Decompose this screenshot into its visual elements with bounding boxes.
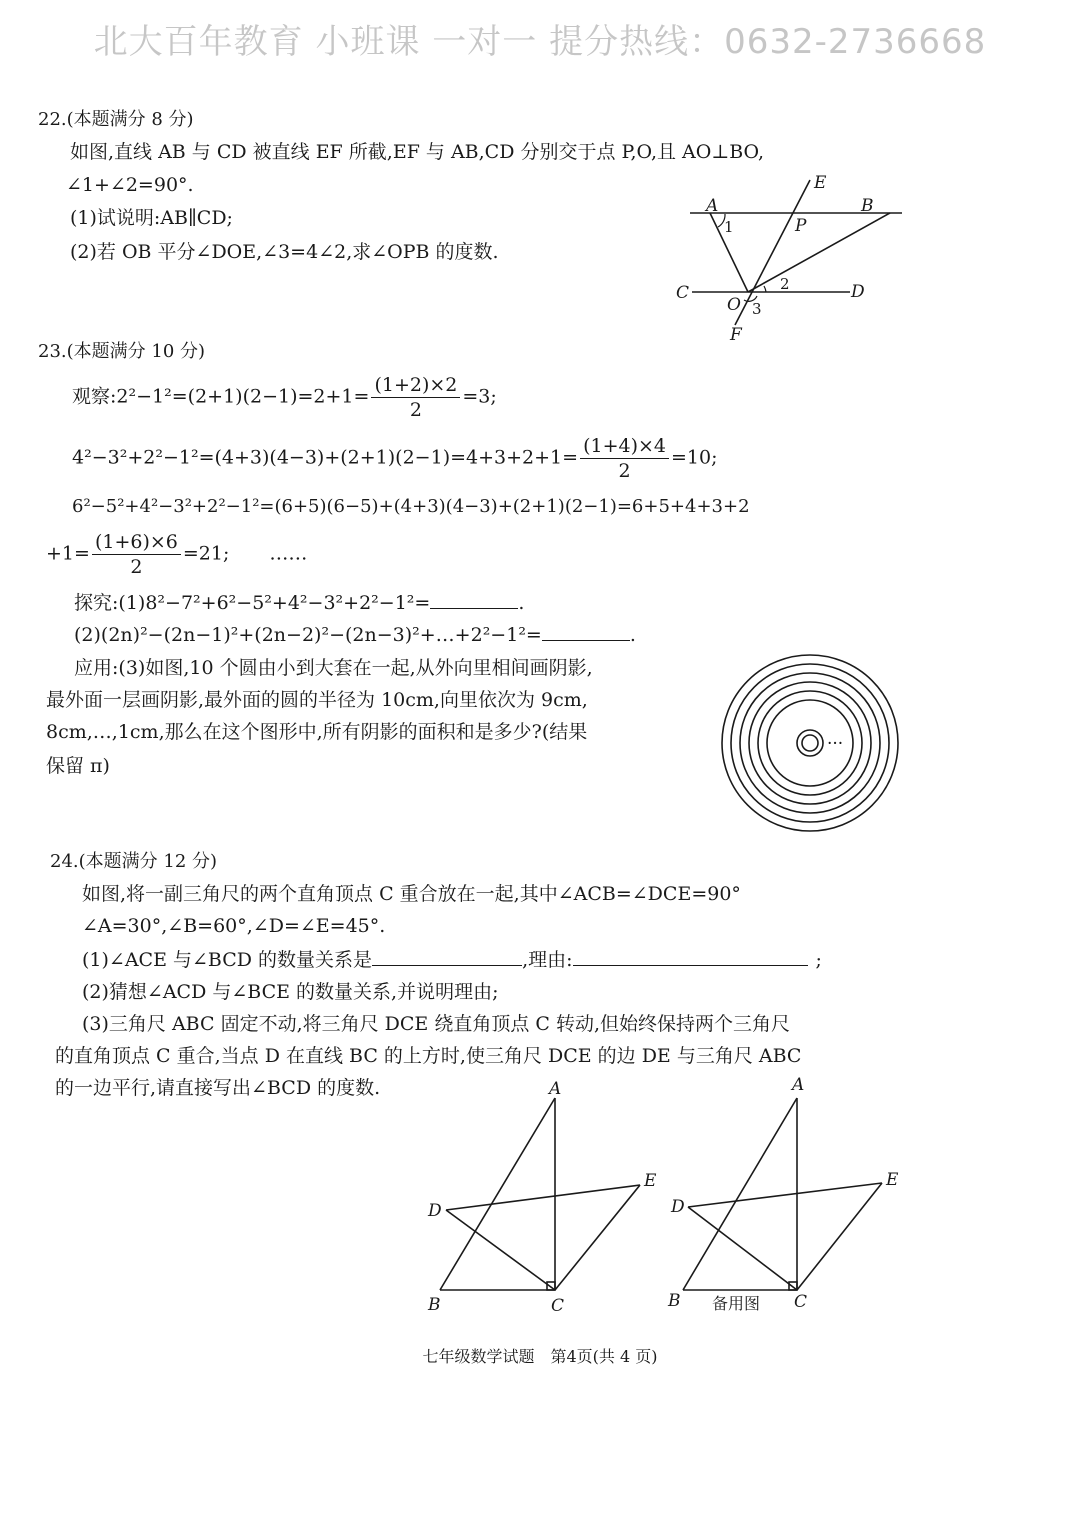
fig1-label-b: B <box>428 1295 441 1315</box>
fig2-label-c: C <box>794 1292 808 1312</box>
line-ef <box>735 180 810 325</box>
q22-figure <box>670 170 910 350</box>
q23-app4: 保留 π) <box>46 755 110 777</box>
obs4-left: +1= <box>46 542 90 565</box>
side-ab <box>683 1098 797 1290</box>
explore1-text: 探究:(1)8²−7²+6²−5²+4²−3²+2²−1²= <box>74 592 431 614</box>
circle-dots: ··· <box>827 734 844 754</box>
side-ab <box>440 1098 555 1290</box>
obs4-fraction <box>92 530 181 579</box>
q22-line2: ∠1+∠2=90°. <box>66 174 194 196</box>
side-dc <box>446 1210 555 1290</box>
label-d: D <box>851 282 865 302</box>
q23-app1: 应用:(3)如图,10 个圆由小到大套在一起,从外向里相间画阴影, <box>74 657 593 679</box>
label-f: F <box>730 325 742 345</box>
explore1-period: . <box>518 592 525 614</box>
obs1-denominator: 2 <box>409 399 422 421</box>
part1-reason-blank[interactable] <box>573 947 808 966</box>
explore2-text: (2)(2n)²−(2n−1)²+(2n−2)²−(2n−3)²+…+2²−1²= <box>74 624 542 646</box>
fig2-label-b: B <box>668 1291 681 1311</box>
obs4-numerator: (1+6)×6 <box>92 530 181 555</box>
q23-app2: 最外面一层画阴影,最外面的圆的半径为 10cm,向里依次为 9cm, <box>46 689 588 711</box>
fig1-label-e: E <box>644 1171 657 1191</box>
q24-part3-line2: 的直角顶点 C 重合,当点 D 在直线 BC 的上方时,使三角尺 DCE 的边 DE 与三角尺 ABC <box>55 1045 802 1067</box>
q24-figure-main <box>420 1075 665 1325</box>
obs2-fraction <box>580 434 669 483</box>
label-angle-3: 3 <box>752 300 762 318</box>
q23-header: 23.(本题满分 10 分) <box>38 341 206 362</box>
side-de <box>688 1183 882 1207</box>
watermark: 北大百年教育 小班课 一对一 提分热线：0632-2736668 <box>93 22 987 62</box>
q23-obs4 <box>46 530 307 579</box>
angle-2-arc <box>764 286 766 292</box>
label-a: A <box>706 196 719 216</box>
label-b: B <box>861 196 874 216</box>
part1-relation-blank[interactable] <box>372 947 522 966</box>
q24-part3-line1: (3)三角尺 ABC 固定不动,将三角尺 DCE 绕直角顶点 C 转动,但始终保持两个三角尺 <box>82 1013 790 1035</box>
concentric-circles-figure <box>715 650 905 840</box>
side-dc <box>688 1207 797 1290</box>
obs4-right: =21; <box>182 542 230 565</box>
q23-explore1 <box>74 590 524 615</box>
q23-obs1 <box>72 373 497 422</box>
page-footer: 七年级数学试题 第4页(共 4 页) <box>422 1347 658 1366</box>
fig2-label-d: D <box>671 1197 685 1217</box>
q22-line1: 如图,直线 AB 与 CD 被直线 EF 所截,EF 与 AB,CD 分别交于点 P,O,且 AO⊥BO, <box>70 141 765 163</box>
q24-line1: 如图,将一副三角尺的两个直角顶点 C 重合放在一起,其中∠ACB=∠DCE=90° <box>82 883 741 905</box>
label-angle-2: 2 <box>780 275 790 293</box>
label-o: O <box>727 295 741 315</box>
circle-r2 <box>797 730 823 756</box>
q24-part1 <box>82 947 822 972</box>
q24-part2: (2)猜想∠ACD 与∠BCE 的数量关系,并说明理由; <box>82 981 499 1003</box>
circle-r6 <box>758 691 862 795</box>
fig1-label-c: C <box>551 1296 565 1316</box>
obs4-denominator: 2 <box>130 556 143 578</box>
label-e: E <box>814 173 827 193</box>
part1-reason-label: ,理由: <box>522 949 573 971</box>
q23-app3: 8cm,…,1cm,那么在这个图形中,所有阴影的面积和是多少?(结果 <box>46 721 588 743</box>
part1-text: (1)∠ACE 与∠BCD 的数量关系是 <box>82 949 373 971</box>
obs1-numerator: (1+2)×2 <box>371 373 460 398</box>
q24-header: 24.(本题满分 12 分) <box>50 851 218 872</box>
side-ec <box>555 1185 640 1290</box>
q24-line2: ∠A=30°,∠B=60°,∠D=∠E=45°. <box>82 915 386 937</box>
q23-obs3: 6²−5²+4²−3²+2²−1²=(6+5)(6−5)+(4+3)(4−3)+(2+1)(2−1)=6+5+4+3+2 <box>72 496 750 517</box>
q24-part3-line3: 的一边平行,请直接写出∠BCD 的度数. <box>55 1077 381 1099</box>
circle-r8 <box>740 673 880 813</box>
obs2-denominator: 2 <box>618 460 631 482</box>
explore2-period: . <box>629 624 636 646</box>
label-p: P <box>795 216 807 236</box>
circle-r9 <box>731 664 889 822</box>
label-angle-1: 1 <box>724 218 734 236</box>
obs1-right: =3; <box>462 385 497 408</box>
part1-semicolon: ; <box>815 949 822 971</box>
label-c: C <box>676 283 690 303</box>
obs2-right: =10; <box>671 446 718 469</box>
explore1-blank[interactable] <box>430 590 518 609</box>
segment-bo <box>748 213 890 292</box>
obs2-left: 4²−3²+2²−1²=(4+3)(4−3)+(2+1)(2−1)=4+3+2+1= <box>72 446 579 469</box>
obs2-numerator: (1+4)×4 <box>580 434 669 459</box>
q23-obs2 <box>72 434 718 483</box>
side-ec <box>797 1183 882 1290</box>
side-de <box>446 1185 640 1210</box>
q22-part2: (2)若 OB 平分∠DOE,∠3=4∠2,求∠OPB 的度数. <box>70 241 499 263</box>
q23-explore2 <box>74 622 636 647</box>
obs1-left: 观察:2²−1²=(2+1)(2−1)=2+1= <box>72 385 370 408</box>
q22-part1: (1)试说明:AB∥CD; <box>70 207 233 229</box>
fig2-label-a: A <box>792 1075 805 1095</box>
fig1-label-d: D <box>428 1201 442 1221</box>
circle-r1 <box>802 735 818 751</box>
backup-caption: 备用图 <box>712 1294 761 1313</box>
obs4-ellipsis: …… <box>269 542 308 565</box>
fig2-label-e: E <box>886 1170 899 1190</box>
q22-header: 22.(本题满分 8 分) <box>38 109 194 130</box>
fig1-label-a: A <box>549 1079 562 1099</box>
q24-figure-backup <box>660 1070 905 1320</box>
explore2-blank[interactable] <box>542 622 630 641</box>
obs1-fraction <box>371 373 460 422</box>
